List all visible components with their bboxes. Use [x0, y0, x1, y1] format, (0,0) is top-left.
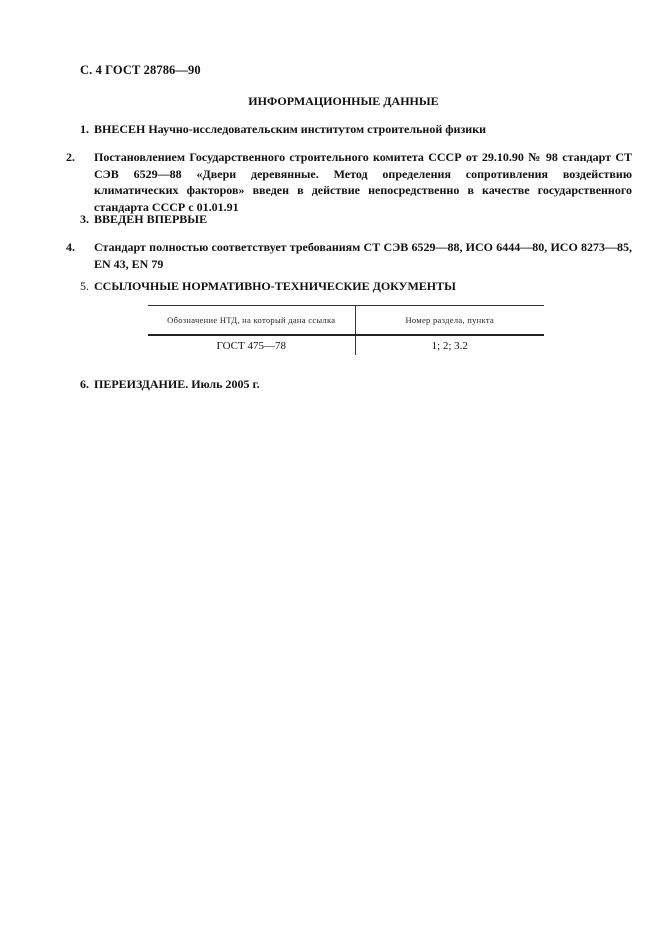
- item-number: 1.: [80, 122, 89, 136]
- item-text: Постановлением Государственного строительного комитета СССР от 29.10.90 № 98 стандарт СТ СЭВ 6529—88 «Двери деревянные. Метод определения сопротивления воздействию климатических факторов» введен в действие непосредственно в качестве государственного стандарта СССР с 01.01.91: [94, 150, 632, 214]
- table-row: [148, 335, 544, 355]
- item-text: Стандарт полностью соответствует требованиям СТ СЭВ 6529—88, ИСО 6444—80, ИСО 8273—85, EN 43, EN 79: [94, 240, 632, 271]
- info-item-6: [80, 376, 618, 393]
- item-text: ССЫЛОЧНЫЕ НОРМАТИВНО-ТЕХНИЧЕСКИЕ ДОКУМЕНТЫ: [94, 279, 456, 293]
- item-text: ВНЕСЕН Научно-исследовательским институтом строительной физики: [94, 122, 487, 136]
- item-number: 4.: [66, 240, 75, 254]
- page-header: С. 4 ГОСТ 28786—90: [80, 63, 201, 77]
- info-item-3: [80, 211, 618, 228]
- table-cell-section: 1; 2; 3.2: [431, 339, 468, 352]
- item-text: ВВЕДЕН ВПЕРВЫЕ: [94, 212, 208, 226]
- table-header-row: [148, 306, 544, 336]
- section-title: ИНФОРМАЦИОННЫЕ ДАННЫЕ: [248, 94, 439, 108]
- item-number: 3.: [80, 212, 89, 226]
- info-item-2: [66, 149, 632, 215]
- item-text: ПЕРЕИЗДАНИЕ. Июль 2005 г.: [94, 377, 260, 391]
- item-number: 6.: [80, 377, 89, 391]
- column-header-section: Номер раздела, пункта: [355, 306, 544, 336]
- info-item-1: [80, 121, 618, 138]
- info-item-5: [80, 278, 618, 295]
- item-number: 5.: [80, 279, 89, 293]
- column-header-document: Обозначение НТД, на который дана ссылка: [148, 306, 355, 336]
- info-item-4: [66, 239, 632, 272]
- table-cell-document: ГОСТ 475—78: [148, 335, 355, 355]
- reference-documents-table: [148, 305, 544, 355]
- item-number: 2.: [66, 150, 75, 164]
